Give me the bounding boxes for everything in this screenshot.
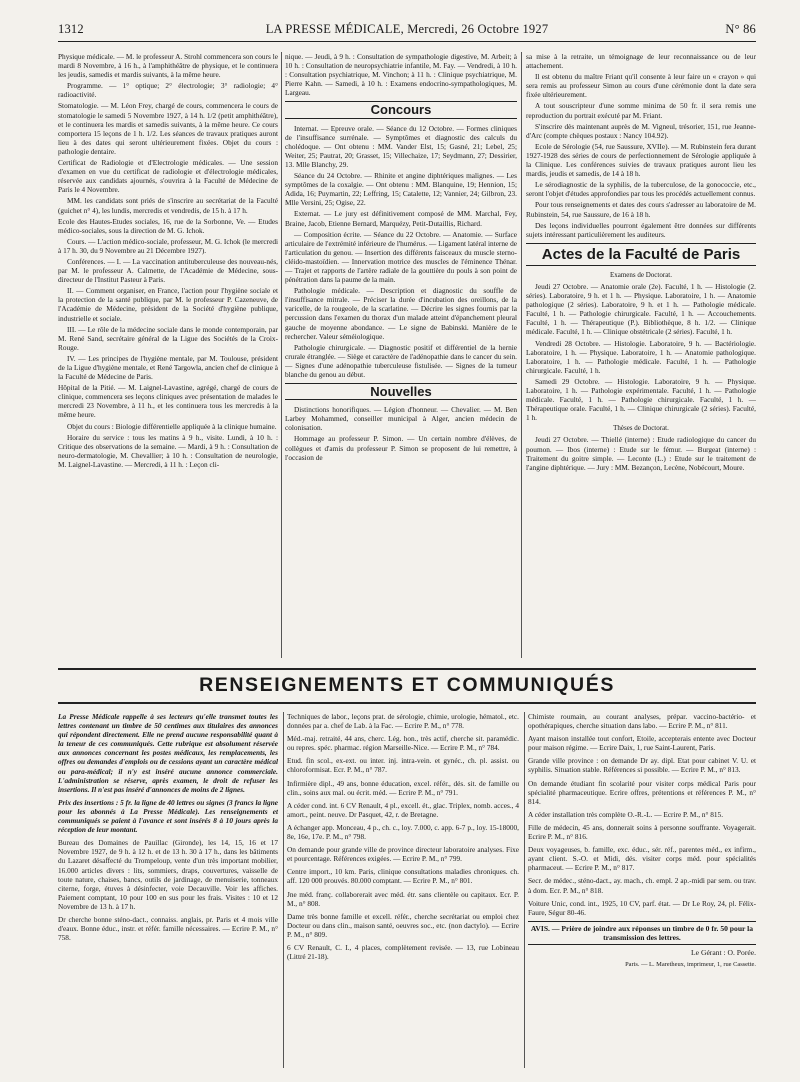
journal-title: LA PRESSE MÉDICALE, Mercredi, 26 Octobre 1927 (265, 22, 549, 36)
classified-ad: A céder cond. int. 6 CV Renault, 4 pl., excell. ét., glac. Triplex, nomb. acces., 4 amort., peint. neuve. Dr Pasquet, 42, r. de Bretagne. (287, 800, 519, 819)
page-number: 1312 (58, 22, 84, 36)
paragraph: Cours. — L'action médico-sociale, professeur, M. G. Ichok (le mercredi à 17 h. 30, du 9 Novembre au 21 Décembre 1927). (58, 236, 278, 255)
subheading: Examens de Doctorat. (609, 270, 672, 279)
paragraph: Vendredi 28 Octobre. — Histologie. Laboratoire, 9 h. — Bactériologie. Laboratoire, 1 h. — Physique. Laboratoire, 1 h. — Anatomie pathologique. Laboratoire, 1 h. — Pathologie médicale. Faculté, 1 h. — Pathologie chirurgicale. Faculté, 1 h. (526, 338, 756, 375)
column-divider (521, 52, 522, 658)
paragraph: Pathologie médicale. — Description et diagnostic du souffle de l'insuffisance mitrale. — Préciser la durée d'incubation des oreillons, de la varicelle, de la rougeole, de la scarlatine. — Décrire les signes fournis par la percussion dans l'examen du thorax d'un malade atteint d'épanchement pleural gauche de moyenne abondance. — Le signe de Babinski. Manière de le rechercher. Valeur séméiologique. (285, 286, 517, 341)
column-2 (285, 52, 517, 658)
paragraph: Jeudi 27 Octobre. — Anatomie orale (2e). Faculté, 1 h. — Histologie (2. séries). Laboratoire, 9 h. et 1 h. — Physique. Laboratoire, 1 h. — Anatomie pathologique (2 séries). Laboratoire, 9 h. et 1 h. — Pathologie médicale. Faculté, 1 h. — Pathologie chirurgicale. Faculté, 1 h. — Accouchements. Faculté, 1 h. — Thérapeutique (P.). Bibliothèque, 8 h. 1/2. — Clinique médicale. Faculté, 1 h. — Clinique obstétricale (2 séries). Faculté, 1 h. (526, 281, 756, 337)
section-heading-concours: Concours (285, 101, 517, 118)
classified-ad: 6 CV Renault, C. I., 4 places, complètement revisée. — 13, rue Lobineau (Littré 21-18). (287, 942, 519, 962)
classified-ad: Chimiste roumain, au courant analyses, prépar. vaccino-bactério- et opothérapiques, cherche situation dans labo. — Ecrire P. M., n° 811. (528, 712, 756, 731)
classified-ad: Fille de médecin, 45 ans, donnerait soins à personne souffrante. Voyagerait. Ecrire P. M., n° 816. (528, 822, 756, 842)
classified-ad: On demande étudiant fin scolarité pour visiter corps médical Paris pour spécialité pharmaceutique. Ecrire offres, prétentions et références P. M., n° 814. (528, 778, 756, 806)
paragraph: MM. les candidats sont priés de s'inscrire au secrétariat de la Faculté (guichet n° 4), les lundis, mercredis et vendredis, de 15 h. à 17 h. (58, 196, 278, 215)
renseignements-column-1 (58, 712, 278, 1050)
paragraph: Conférences. — I. — La vaccination antituberculeuse des nouveau-nés, par M. le professeur A. Calmette, de l'Académie de Médecine, sous-directeur de l'Institut Pasteur à Paris. (58, 256, 278, 285)
header-rule (58, 41, 756, 42)
paragraph: Il est obtenu du maître Friant qu'il consente à leur faire un « crayon » qui sera remis au professeur Simon au cours d'une cérémonie dont la date sera fixée ultérieurement. (526, 72, 756, 100)
classified-ad: Dr cherche bonne sténo-dact., connaiss. anglais, pr. Paris et 4 mois ville d'eaux. Bonne éduc., instr. et référ. famille nécessaires. — Ecrire P. M., n° 758. (58, 914, 278, 943)
classified-ad: On demande pour grande ville de province directeur laboratoire analyses. Fixe et pourcentage. Références exigées. — Ecrire P. M., n° 799. (287, 845, 519, 864)
column-divider (283, 712, 284, 1068)
paragraph: sa mise à la retraite, un témoignage de leur reconnaissance ou de leur attachement. (526, 52, 756, 71)
paragraph: Le sérodiagnostic de la syphilis, de la tuberculose, de la gonococcie, etc., seront l'objet d'études approfondies par tous les procédés actuellement connus. (526, 180, 756, 199)
classified-ad: Centre import., 10 km. Paris, clinique consultations maladies chroniques. ch. aff. 120 000 prouvés. 80.000 comptant. — Ecrire P. M., n° 801. (287, 867, 519, 886)
paragraph: Internat. — Epreuve orale. — Séance du 12 Octobre. — Formes cliniques de l'insuffisance surrénale. — Symptômes et diagnostic des calculs du cholédoque. — Ont obtenu : MM. Vander Elst, 15; Gasné, 21; Lebel, 25; Weiter, 25; Pautrat, 20; Grasset, 15; Villechaize, 17; Seydmann, 27; Dessirier, 13. Mlle Blanchy, 29. (285, 123, 517, 169)
paragraph: Distinctions honorifiques. — Légion d'honneur. — Chevalier. — M. Ben Larbey Mohammed, conseiller municipal à Alger, ancien médecin de colonisation. (285, 405, 517, 433)
paragraph: Ecole des Hautes-Etudes sociales, 16, rue de la Sorbonne, Ve. — Etudes médico-sociales, sous la direction de M. G. Ichok. (58, 216, 278, 235)
running-header (58, 22, 756, 38)
paragraph: Séance du 24 Octobre. — Rhinite et angine diphtériques malignes. — Les symptômes de la coxalgie. — Ont obtenu : MM. Blanquine, 19; Hennion, 15; Adida, 16; Puymartin, 22; Leffring, 15; Catalette, 12; Vannier, 24; Gilbron, 23. Mlle Versini, 25; Ogise, 22. (285, 171, 517, 208)
paragraph: Ecole de Sérologie (54, rue Saussure, XVIIe). — M. Rubinstein fera durant 1927-1928 des séries de cours de perfectionnement de Sérologie appliquée à la Clinique. Les conférences suivies de travaux pratiques auront lieu les mardis, jeudis et samedis, de 14 à 18 h. (526, 141, 756, 179)
issue-number: N° 86 (725, 22, 756, 36)
section-heading-actes: Actes de la Faculté de Paris (526, 243, 756, 266)
column-divider (281, 52, 282, 658)
column-1 (58, 52, 278, 658)
paragraph: Objet du cours : Biologie différentielle appliquée à la clinique humaine. (67, 421, 277, 431)
classified-ad: Deux voyageuses, b. famille, exc. éduc., sér. réf., parentes méd., ex infirm., ayant client. S.-O. et Midi, dés. visiter corps méd. pour spécialités pharmaceut. — Ecrire P. M., n° 817. (528, 845, 756, 873)
classified-ad: Jne méd. franç. collaborerait avec méd. étr. sans clientèle ou capitaux. Ecr. P. M., n° 808. (287, 889, 519, 908)
paragraph: Horaire du service : tous les matins à 9 h., visite. Lundi, à 10 h. : Critique des observations de la semaine. — Mardi, à 9 h. : Consultation de neuro-dermatologie, M. Chevallier; à 10 h. : Consultation de neurologie, M. Laignel-Lavastine. — Mercredi, à 11 h. : Leçon cli- (58, 432, 278, 469)
section-heading-nouvelles: Nouvelles (285, 383, 517, 400)
column-3 (526, 52, 756, 658)
classified-ad: Infirmière dipl., 49 ans, bonne éducation, excel. référ., dés. sit. de famille ou clin., soins aux mal. ou écrit. méd. — Ecrire P. M., n° 791. (287, 778, 519, 797)
paragraph: Pour tous renseignements et dates des cours s'adresser au laboratoire de M. Rubinstein, 54, rue Saussure, de 16 à 18 h. (526, 200, 756, 219)
paragraph: III. — Le rôle de la médecine sociale dans le monde contemporain, par M. René Sand, secrétaire général de la Ligue des Sociétés de la Croix-Rouge. (58, 324, 278, 352)
paragraph: Hommage au professeur P. Simon. — Un certain nombre d'élèves, de collègues et d'amis du professeur P. Simon se proposent de lui remettre, à l'occasion de (285, 434, 517, 462)
classified-ad: Bureau des Domaines de Pauillac (Gironde), les 14, 15, 16 et 17 Novembre 1927, de 9 h. à 12 h. et de 13 h. 30 à 17 h., dans les bâtiments du Lazaret désaffecté du Trompeloup, vente d'un très important mobilier, 16.000 articles divers : lits, sommiers, draps, couvertures, vaisselle de toute nature, chaises, bancs, outils de jardinage, de menuiserie, tonneaux citerne, forge, étuves à désinfecter, voie Decauville. Voir les affiches. Paiement comptant, 10 pour 100 en sus pour les frais. Visites : 10 et 12 Novembre de 13 h. à 17 h. (58, 838, 278, 911)
paragraph: Jeudi 27 Octobre. — Thiellé (interne) : Etude radiologique du cancer du poumon. — Ibos (interne) : Etude sur le fémur. — Burgeat (interne) : Traitement du goitre simple. — Leconte (L.) : Etude sur le traitement de l'angine diphtérique. — Jury : MM. Bezançon, Lecène, Nobécourt, Moure. (526, 435, 756, 472)
printer-imprint: Paris. — L. Maretheux, imprimeur, 1, rue Cassette. (625, 961, 756, 969)
classified-ad: Techniques de labor., leçons prat. de sérologie, chimie, urologie, hématol., etc. données par a. chef de Lab. à la Fac. — Ecrire P. M., n° 778. (287, 712, 519, 731)
classified-ad: Méd.-maj. retraité, 44 ans, cherc. Lég. hon., très actif, cherche sit. paramédic. ou repres. spéc. pharmac. région Marseille-Nice. — Ecrire P. M., n° 784. (287, 734, 519, 753)
paragraph: Programme. — 1° optique; 2° électrologie; 3° radiologie; 4° radioactivité. (58, 81, 278, 100)
paragraph: Hôpital de la Pitié. — M. Laignel-Lavastine, agrégé, chargé de cours de clinique, commencera ses leçons cliniques avec présentation de malades le mercredi 23 Novembre, à 11 h., et les continuera tous les mercredis à la même heure. (58, 383, 278, 420)
paragraph: — Composition écrite. — Séance du 22 Octobre. — Anatomie. — Surface articulaire de l'extrémité inférieure de l'humérus. — Ligament latéral interne de l'articulation du genou. — Insertion des différents faisceaux du muscle sterno-cléido-mastoïdien. — Innervation motrice des muscles de l'éminence Thénar. — Trajet et rapports de l'artère radiale de la gouttière du pouls à son point de pénétration dans la paume de la main. (285, 229, 517, 285)
paragraph: Pathologie chirurgicale. — Diagnostic positif et différentiel de la hernie crurale étranglée. — Siège et caractère de l'adénopathie dans le cancer du sein. — Signes d'une adénopathie tuberculeuse fistulisée. — Signes de la tumeur blanche du genou au début. (285, 342, 517, 379)
classified-ad: Ayant maison installée tout confort, Etoile, accepterais entente avec Docteur pour maison régime. — Ecrire Daix, 1, rue Saint-Laurent, Paris. (528, 734, 756, 753)
paragraph: Samedi 29 Octobre. — Histologie. Laboratoire, 9 h. — Physique. Laboratoire, 1 h. — Pathologie expérimentale. Faculté, 1 h. — Pathologie médicale. Faculté, 1 h. — Pathologie chirurgicale. Faculté, 1 h. — Thérapeutique orale. Faculté, 1 h. — Clinique chirurgicale (2 séries). Faculté, 1 h. (526, 376, 756, 423)
classified-ad: Etud. fin scol., ex-ext. ou inter. inj. intra-vein. et gynéc., ch. pl. assist. ou chloroformisat. Ecr. P. M., n° 787. (287, 756, 519, 775)
notice-intro: La Presse Médicale rappelle à ses lecteurs qu'elle transmet toutes les lettres contenant un timbre de 50 centimes aux titulaires des annonces qui répondent directement. Elle ne prend aucune responsabilité quant à la teneur de ces communiqués. Cette rubrique est absolument réservée aux annonces concernant les postes médicaux, les remplacements, les offres ou demandes d'emplois ou de cessions ayant un caractère médical ou para-médical; il n'y est inséré aucune annonce commerciale. L'administration se réserve, après examen, le droit de refuser les insertions. Il n'est pas inséré d'annonces de moins de 2 lignes. (58, 712, 278, 794)
classified-ad: A céder installation très complète O.-R.-L. — Ecrire P. M., n° 815. (528, 809, 724, 819)
classified-ad: Grande ville province : on demande Dr ay. dipl. Etat pour cabinet V. U. et syphilis. Situation stable. Références si possible. — Ecrire P. M., n° 813. (528, 756, 756, 775)
paragraph: IV. — Les principes de l'hygiène mentale, par M. Toulouse, président de la Ligue d'hygiène mentale, et René Targowla, ancien chef de clinique à la Faculté de Médecine de Paris. (58, 353, 278, 382)
paragraph: S'inscrire dès maintenant auprès de M. Vigneul, trésorier, 151, rue Jeanne-d'Arc (compte chèques postaux : Nancy 104.92). (526, 121, 756, 140)
paragraph: Des leçons individuelles pourront également être données sur différents sujets intéressant particulièrement les auditeurs. (526, 220, 756, 239)
paragraph: A tout souscripteur d'une somme minima de 50 fr. il sera remis une reproduction du portrait exécuté par M. Friant. (526, 101, 756, 120)
renseignements-column-3 (528, 712, 756, 1068)
renseignements-column-2 (287, 712, 519, 1068)
avis-notice: AVIS. — Prière de joindre aux réponses un timbre de 0 fr. 50 pour la transmission des lettres. (528, 921, 756, 945)
paragraph: II. — Comment organiser, en France, l'action pour l'hygiène sociale et la protection de la santé publique, par M. le professeur P. Cazeneuve, de l'Académie de Médecine, président de la Société d'hygiène publique, industrielle et sociale. (58, 286, 278, 323)
classified-ad: A échanger app. Monceau, 4 p., ch. c., loy. 7.000, c. app. 6-7 p., loy. 15-18000, 8e, 16e, 17e. P. M., n° 798. (287, 822, 519, 842)
classified-ad: Dame très bonne famille et excell. référ., cherche secrétariat ou emploi chez Docteur ou dans clin., maison santé, oeuvres soc., etc. (non dactylo). — Ecrire P. M., n° 809. (287, 911, 519, 939)
classified-ad: Voiture Unic, cond. int., 1925, 10 CV, parf. état. — Dr Le Roy, 24, pl. Félix-Faure, Ségur 80-46. (528, 898, 756, 917)
paragraph: Physique médicale. — M. le professeur A. Strohl commencera son cours le mardi 8 Novembre, à 16 h., à l'amphithéâtre de physique, et le continuera les jeudis, samedis et mardis suivants, à la même heure. (58, 52, 278, 80)
paragraph: Externat. — Le jury est définitivement composé de MM. Marchal, Fey, Braine, Jacob, Etienne Bernard, Marquézy, Petit-Dutaillis, Richard. (285, 209, 517, 228)
paragraph: Certificat de Radiologie et d'Electrologie médicales. — Une session d'examen en vue du certificat de radiologie et d'électrologie médicales, réservée aux candidats ajournés, s'ouvrira à la Faculté de Médecine de Paris le 4 Novembre. (58, 158, 278, 195)
classified-ad: Secr. de médec., sténo-dact., ay. mach., ch. empl. 2 ap.-midi par sem. ou trav. à dom. Ecr. P. M., n° 818. (528, 876, 756, 895)
paragraph: nique. — Jeudi, à 9 h. : Consultation de sympathologie digestive, M. Arbeit; à 10 h. : Consultation de neuropsychiatrie infantile, M. Fay. — Vendredi, à 10 h. : Consultation psychiatrique, M. Vinchon; à 11 h. : Clinique psychiatrique, M. Pierre Kahn. — Samedi, à 10 h. : Examens endocrino-sympathologiques, M. Largeau. (285, 52, 517, 98)
column-divider (524, 712, 525, 1068)
section-title-renseignements: RENSEIGNEMENTS ET COMMUNIQUÉS (58, 668, 756, 704)
paragraph: Stomatologie. — M. Léon Frey, chargé de cours, commencera le cours de stomatologie le samedi 5 Novembre 1927, à 14 h. 1/2 (petit amphithéâtre), et le continuera les mardis et samedis suivants, à la même heure. Ce cours comportera 15 leçons de 1 h. 1/2. Les séances de travaux pratiques auront lieu à des dates qui seront ultérieurement fixées. Objet du cours : pathologie dentaire. (58, 101, 278, 156)
subheading: Thèses de Doctorat. (613, 424, 669, 433)
gerant-signature: Le Gérant : O. Porée. (691, 947, 756, 957)
notice-prices: Prix des insertions : 5 fr. la ligne de 40 lettres ou signes (3 francs la ligne pour les abonnés à La Presse Médicale). Les renseignements et communiqués se paient à l'avance et sont insérés 8 à 10 jours après la réception de leur montant. (58, 797, 278, 835)
